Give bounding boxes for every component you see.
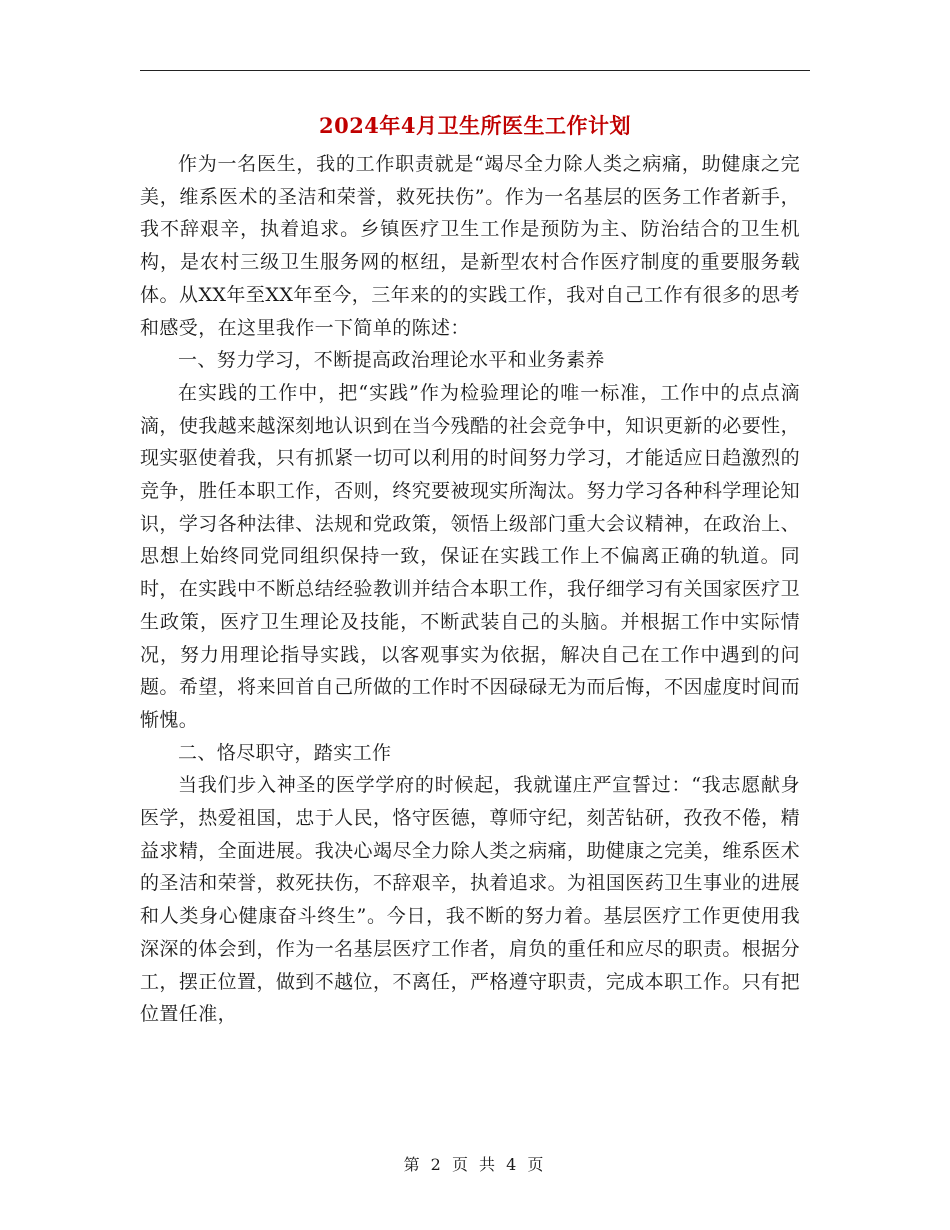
paragraph-intro: 作为一名医生，我的工作职责就是“竭尽全力除人类之病痛，助健康之完美，维系医术的圣洁和荣誉，救死扶伤”。作为一名基层的医务工作者新手，我不辞艰辛，执着追求。乡镇医疗卫生工作是预防为主、防治结合的卫生机构，是农村三级卫生服务网的枢纽，是新型农村合作医疗制度的重要服务载体。从XX年至XX年至今，三年来的的实践工作，我对自己工作有很多的思考和感受，在这里我作一下简单的陈述： — [140, 153, 800, 339]
paragraph-section-2: 当我们步入神圣的医学学府的时候起，我就谨庄严宣誓过：“我志愿献身医学，热爱祖国，忠于人民，恪守医德，尊师守纪，刻苦钻研，孜孜不倦，精益求精，全面进展。我决心竭尽全力除人类之病痛，助健康之完美，维系医术的圣洁和荣誉，救死扶伤，不辞艰辛，执着追求。为祖国医药卫生事业的进展和人类身心健康奋斗终生”。今日，我不断的努力着。基层医疗工作更使用我深深的体会到，作为一名基层医疗工作者，肩负的重任和应尽的职责。根据分工，摆正位置，做到不越位，不离任，严格遵守职责，完成本职工作。只有把位置任准， — [140, 774, 800, 1026]
page-number-footer: 第 2 页 共 4 页 — [403, 1155, 547, 1174]
paragraph-section-1: 在实践的工作中，把“实践”作为检验理论的唯一标准，工作中的点点滴滴，使我越来越深刻地认识到在当今残酷的社会竞争中，知识更新的必要性，现实驱使着我，只有抓紧一切可以利用的时间努力学习，才能适应日趋激烈的竞争，胜任本职工作，否则，终究要被现实所淘汰。努力学习各种科学理论知识，学习各种法律、法规和党政策，领悟上级部门重大会议精神，在政治上、思想上始终同党同组织保持一致，保证在实践工作上不偏离正确的轨道。同时，在实践中不断总结经验教训并结合本职工作，我仔细学习有关国家医疗卫生政策，医疗卫生理论及技能，不断武装自己的头脑。并根据工作中实际情况，努力用理论指导实践，以客观事实为依据，解决自己在工作中遇到的问题。希望，将来回首自己所做的工作时不因碌碌无为而后悔，不因虚度时间而惭愧。 — [140, 381, 800, 731]
document-body — [140, 148, 800, 1031]
section-heading-2: 二、恪尽职守，踏实工作 — [178, 741, 392, 764]
section-heading-1: 一、努力学习，不断提高政治理论水平和业务素养 — [178, 349, 605, 372]
header-rule — [140, 70, 810, 71]
document-title: 2024年4月卫生所医生工作计划 — [318, 113, 632, 138]
